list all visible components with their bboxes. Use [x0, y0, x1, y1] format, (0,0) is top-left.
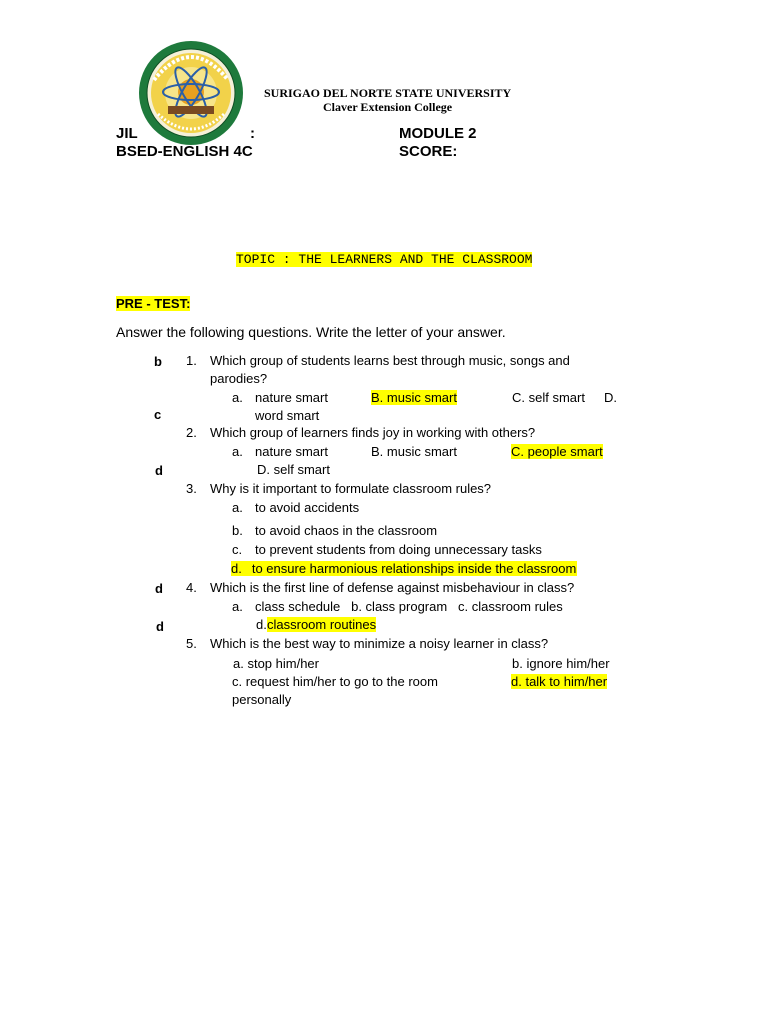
question-3-option-d-letter: d.: [231, 561, 242, 576]
question-4-number: 4.: [186, 580, 197, 595]
question-2-number: 2.: [186, 425, 197, 440]
university-name: SURIGAO DEL NORTE STATE UNIVERSITY: [264, 86, 512, 100]
question-3-number: 3.: [186, 481, 197, 496]
question-1-number: 1.: [186, 353, 197, 368]
question-1-text: Which group of students learns best through music, songs and: [210, 353, 570, 368]
question-2-option-a: nature smart: [255, 444, 328, 459]
question-2-option-d: D. self smart: [257, 462, 330, 477]
question-1-option-b: B. music smart: [371, 390, 457, 405]
answer-4: d: [155, 581, 163, 596]
question-3-option-d: to ensure harmonious relationships inside the classroom: [251, 561, 577, 576]
score-label: SCORE:: [399, 143, 458, 160]
pretest-label: PRE - TEST:: [116, 296, 191, 311]
question-1-option-c: C. self smart: [512, 390, 585, 405]
college-name: Claver Extension College: [323, 100, 453, 114]
question-3-option-a-letter: a.: [232, 500, 243, 515]
topic-title: TOPIC : THE LEARNERS AND THE CLASSROOM: [236, 252, 533, 267]
question-1-text-cont: parodies?: [210, 371, 268, 386]
question-2-option-c: C. people smart: [511, 444, 603, 459]
question-3-text: Why is it important to formulate classroom rules?: [210, 481, 492, 496]
question-5-option-c-cont: personally: [232, 692, 292, 707]
question-4-option-a-letter: a.: [232, 599, 243, 614]
question-3-option-b-letter: b.: [232, 523, 243, 538]
question-1-option-d-letter: D.: [604, 390, 617, 405]
question-4-option-d-letter: d.: [256, 617, 267, 632]
question-4-options-abc: class schedule b. class program c. classroom rules: [255, 599, 563, 614]
question-2-text: Which group of learners finds joy in working with others?: [210, 425, 536, 440]
question-3-option-c: to prevent students from doing unnecessary tasks: [255, 542, 542, 557]
question-3-option-d-highlight: [231, 561, 577, 576]
question-4-option-d: classroom routines: [267, 617, 377, 632]
question-4-text: Which is the first line of defense against misbehaviour in class?: [210, 580, 575, 595]
question-1-option-d: word smart: [255, 408, 320, 423]
university-seal-logo: [138, 40, 244, 146]
question-2-option-b: B. music smart: [371, 444, 457, 459]
instructions-text: Answer the following questions. Write the letter of your answer.: [116, 324, 506, 340]
question-1-option-a-letter: a.: [232, 390, 243, 405]
student-name-colon: :: [250, 125, 255, 142]
question-5-option-a: a. stop him/her: [233, 656, 319, 671]
answer-5: d: [156, 619, 164, 634]
question-5-text: Which is the best way to minimize a noisy learner in class?: [210, 636, 549, 651]
module-label: MODULE 2: [399, 125, 477, 142]
question-1-option-a: nature smart: [255, 390, 328, 405]
question-5-option-b: b. ignore him/her: [512, 656, 610, 671]
question-5-number: 5.: [186, 636, 197, 651]
student-course: BSED-ENGLISH 4C: [116, 143, 253, 160]
question-3-option-c-letter: c.: [232, 542, 243, 557]
question-3-option-a: to avoid accidents: [255, 500, 360, 515]
answer-2: c: [154, 407, 162, 422]
question-5-option-d: d. talk to him/her: [511, 674, 608, 689]
student-name: JIL: [116, 125, 138, 142]
question-3-option-b: to avoid chaos in the classroom: [255, 523, 438, 538]
question-5-option-c: c. request him/her to go to the room: [232, 674, 438, 689]
answer-3: d: [155, 463, 163, 478]
answer-1: b: [154, 354, 162, 369]
question-2-option-a-letter: a.: [232, 444, 243, 459]
